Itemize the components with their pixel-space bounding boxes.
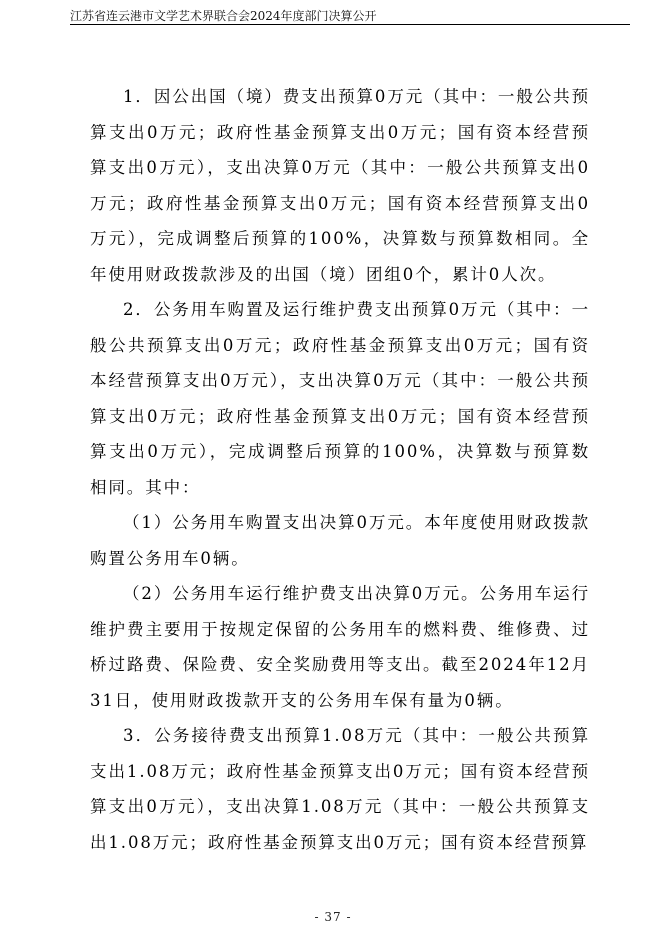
paragraph-official-vehicles: 2．公务用车购置及运行维护费支出预算0万元（其中：一般公共预算支出0万元；政府性基金预算支出0万元；国有资本经营预算支出0万元），支出决算0万元（其中：一般公共预算支出0万元；政府性基金预算支出0万元；国有资本经营预算支出0万元），完成调整后预算的100%，决算数与预算数相同。其中：	[90, 300, 590, 497]
page-header: 江苏省连云港市文学艺术界联合会2024年度部门决算公开	[70, 9, 377, 23]
paragraph-vehicle-purchase: （1）公务用车购置支出决算0万元。本年度使用财政拨款购置公务用车0辆。	[90, 513, 590, 568]
header-divider	[70, 24, 630, 25]
paragraph-overseas-travel: 1．因公出国（境）费支出预算0万元（其中：一般公共预算支出0万元；政府性基金预算支出0万元；国有资本经营预算支出0万元），支出决算0万元（其中：一般公共预算支出0万元；政府性基金预算支出0万元；国有资本经营预算支出0万元），完成调整后预算的100%，决算数与预算数相同。全年使用财政拨款涉及的出国（境）团组0个，累计0人次。	[90, 87, 590, 284]
paragraph-vehicle-maintenance: （2）公务用车运行维护费支出决算0万元。公务用车运行维护费主要用于按规定保留的公务用车的燃料费、维修费、过桥过路费、保险费、安全奖励费用等支出。截至2024年12月31日，使用财政拨款开支的公务用车保有量为0辆。	[90, 584, 590, 710]
paragraph-official-reception: 3．公务接待费支出预算1.08万元（其中：一般公共预算支出1.08万元；政府性基金预算支出0万元；国有资本经营预算支出0万元），支出决算1.08万元（其中：一般公共预算支出1.08万元；政府性基金预算支出0万元；国有资本经营预算	[90, 726, 590, 852]
document-body	[90, 79, 590, 860]
page-number: - 37 -	[314, 910, 352, 924]
